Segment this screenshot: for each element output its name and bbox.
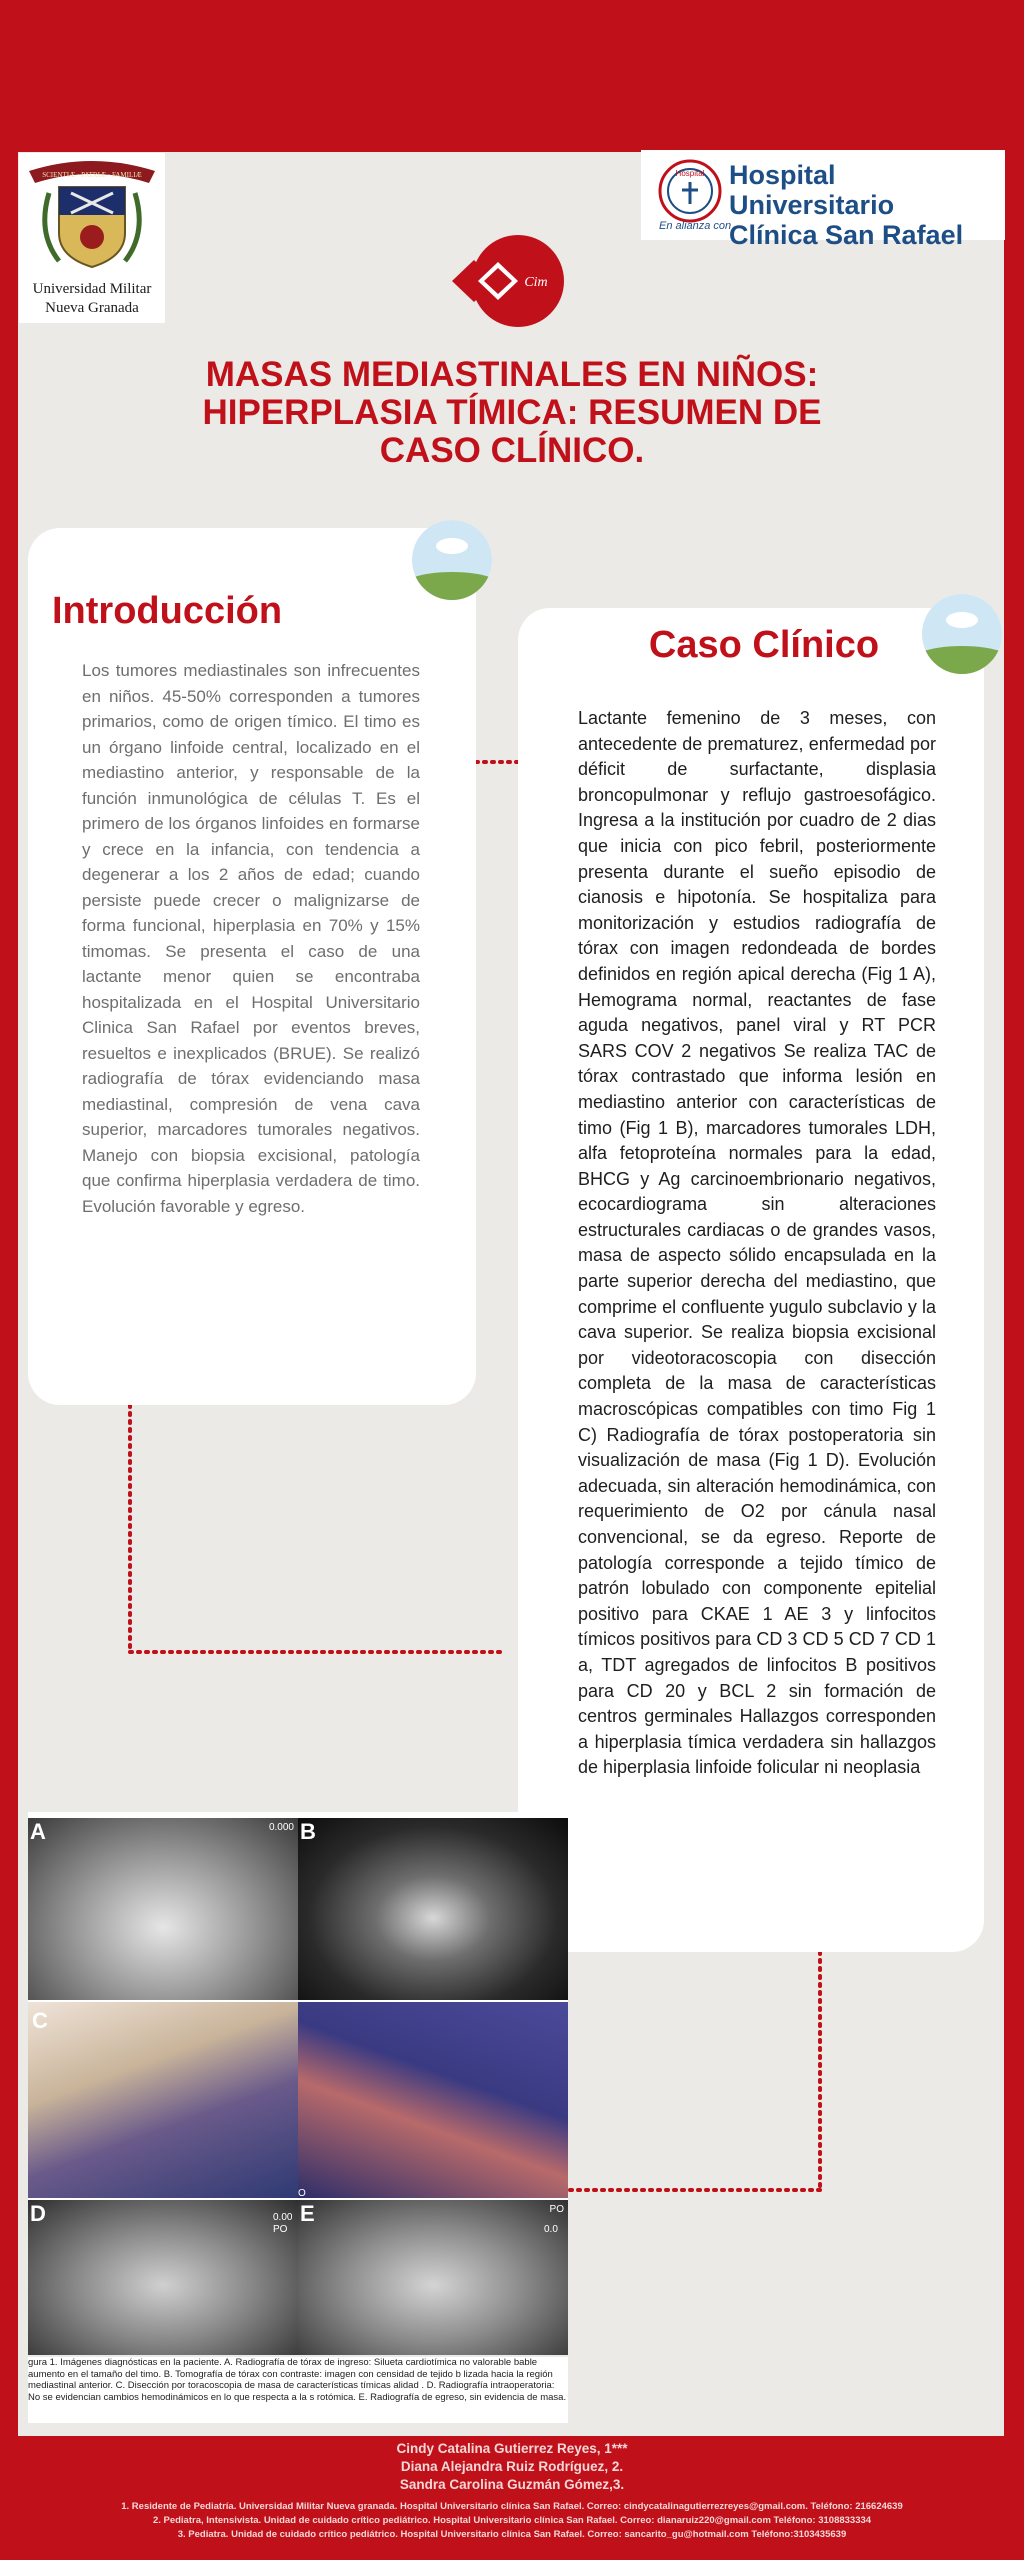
affiliation-3: 3. Pediatra. Unidad de cuidado crítico pediátrico. Hospital Universitario clínica San Rafael. Correo: sancarito_gu@hotmail.com Teléfono:3103435639: [177, 2529, 847, 2540]
figure-panel-c2: [298, 2002, 568, 2198]
sky-icon: [412, 520, 492, 600]
hospital-name-line1: Hospital Universitario: [729, 160, 895, 220]
figure-label-a: A: [30, 1819, 46, 1844]
figure-label-e: E: [300, 2201, 315, 2226]
affiliations: [0, 2500, 1024, 2542]
caso-heading: Caso Clínico: [648, 624, 880, 666]
figure-1: [28, 1812, 568, 2355]
figure-panel-d: [28, 2200, 298, 2355]
intro-body: Los tumores mediastinales son infrecuentes en niños. 45-50% corresponden a tumores primarios, como de origen tímico. El timo es un órgano linfoide central, localizado en el mediastino anterior, y responsable de la función inmunológica de células T. Es el primero de los órganos linfoides en formarse y crece en la infancia, con tendencia a degenerar a los 2 años de edad; cuando persiste puede crecer o malignizarse de forma funcional, hiperplasia en 70% y 15% timomas. Se presenta el caso de una lactante menor quien se encontraba hospitalizada en el Hospital Universitario Clinica San Rafael por eventos breves, resueltos e inexplicados (BRUE). Se realizó radiografía de tórax evidenciando masa mediastinal, compresión de vena cava superior, marcadores tumorales negativos. Manejo con biopsia excisional, patología que confirma hiperplasia verdadera de timo. Evolución favorable y egreso.: [82, 661, 420, 1216]
figure-corner-mark: 0.0: [544, 2224, 558, 2235]
figure-panel-b: [298, 1818, 568, 2000]
author-1: Cindy Catalina Gutierrez Reyes, 1***: [396, 2441, 628, 2456]
umng-name-line2: Nueva Granada: [45, 300, 139, 316]
title-line2: HIPERPLASIA TÍMICA: RESUMEN DE: [202, 393, 822, 432]
figure-panel-c1: [28, 2002, 298, 2198]
hospital-seal-text: Hospital: [675, 169, 705, 178]
figure-label-d: D: [30, 2201, 46, 2226]
hospital-name-line2: Clínica San Rafael: [729, 220, 964, 250]
figure-corner-mark: 0.000: [268, 1822, 294, 1833]
intro-heading: Introducción: [52, 590, 283, 632]
authors: [0, 2440, 1024, 2494]
figure-corner-mark: O: [298, 2188, 306, 2199]
figure-label-b: B: [300, 1819, 316, 1844]
figure-corner-mark: PO: [549, 2204, 564, 2215]
umng-name-line1: Universidad Militar: [32, 281, 152, 297]
title-line3: CASO CLÍNICO.: [379, 431, 645, 470]
author-3: Sandra Carolina Guzmán Gómez,3.: [399, 2477, 625, 2492]
umng-motto: SCIENTIÆ · PATRIÆ · FAMILIÆ: [42, 171, 142, 179]
title-line1: MASAS MEDIASTINALES EN NIÑOS:: [205, 355, 819, 394]
caso-body: Lactante femenino de 3 meses, con antecedente de prematurez, enfermedad por déficit de surfactante, displasia broncopulmonar y reflujo gastroesofágico. Ingresa a la institución por cuadro de 2 dias que inicia con pico febril, posteriormente presenta durante el sueño episodio de cianosis e hipotonía. Se hospitaliza para monitorización y estudios radiografía de tórax con imagen redondeada de bordes definidos en región apical derecha (Fig 1 A), Hemograma normal, reactantes de fase aguda negativos, panel viral y RT PCR SARS COV 2 negativos Se realiza TAC de tórax contrastado que informa lesión en mediastino anterior con características de timo (Fig 1 B), marcadores tumorales LDH, alfa fetoproteína normales para la edad, BHCG y Ag carcinoembrionario negativos, ecocardiograma sin alteraciones estructurales cardiacas o de grandes vasos, masa de aspecto sólido encapsulada en la parte superior derecha del mediastino, que comprime el confluente yugulo subclavio y la cava superior. Se realiza biopsia excisional por videotoracoscopia con disección completa de la masa de características macroscópicas compatibles con timo Fig 1 C) Radiografía de tórax postoperatoria sin visualización de masa (Fig 1 D). Evolución adecuada, sin alteración hemodinámica, con requerimiento de O2 por cánula nasal convencional, se da egreso. Reporte de patología corresponde a tejido tímico de patrón lobulado con componente epitelial positivo para CKAE 1 AE 3 y linfocitos tímicos positivos para CD 3 CD 5 CD 7 CD 1 a, TDT agregados de linfocitos B positivos para CD 20 y BCL 2 sin formación de centros germinales Hallazgos corresponden a hiperplasia tímica verdadera sin hallazgos de hiperplasia linfoide folicular ni neoplasia: [578, 708, 936, 1778]
figure-label-c: C: [32, 2008, 48, 2033]
affiliation-2: 2. Pediatra, Intensivista. Unidad de cuidado crítico pediátrico. Hospital Universitario clínica San Rafael. Correo: dianaruiz220@gmail.com Teléfono: 3108833334: [152, 2515, 872, 2526]
center-logo-text: Cim: [524, 275, 548, 290]
figure-caption: gura 1. Imágenes diagnósticas en la paciente. A. Radiografía de tórax de ingreso: Silueta cardiotímica no valorable bable aumento en el tamaño del timo. B. Tomografía de tórax con contraste: imagen con censidad de tejido b lizada hacia la región mediastinal anterior. C. Disección por toracoscopia de masa de características tímicas alidad . D. Radiografía intraoperatoria: No se evidencian cambios hemodinámicos en lo que respecta a la s rotómica. E. Radiografía de egreso, sin evidencia de masa.: [28, 2357, 568, 2423]
affiliation-1: 1. Residente de Pediatría. Universidad Militar Nueva granada. Hospital Universitario clínica San Rafael. Correo: cindycatalinagutierrezreyes@gmail.com. Teléfono: 216624639: [121, 2501, 903, 2512]
hospital-tagline: En alianza con: [659, 220, 732, 232]
figure-corner-mark: 0.00: [273, 2212, 293, 2223]
author-2: Diana Alejandra Ruiz Rodríguez, 2.: [400, 2459, 624, 2474]
figure-panel-a: [28, 1818, 298, 2000]
figure-corner-mark: PO: [273, 2224, 288, 2235]
figure-panel-e: [298, 2200, 568, 2355]
